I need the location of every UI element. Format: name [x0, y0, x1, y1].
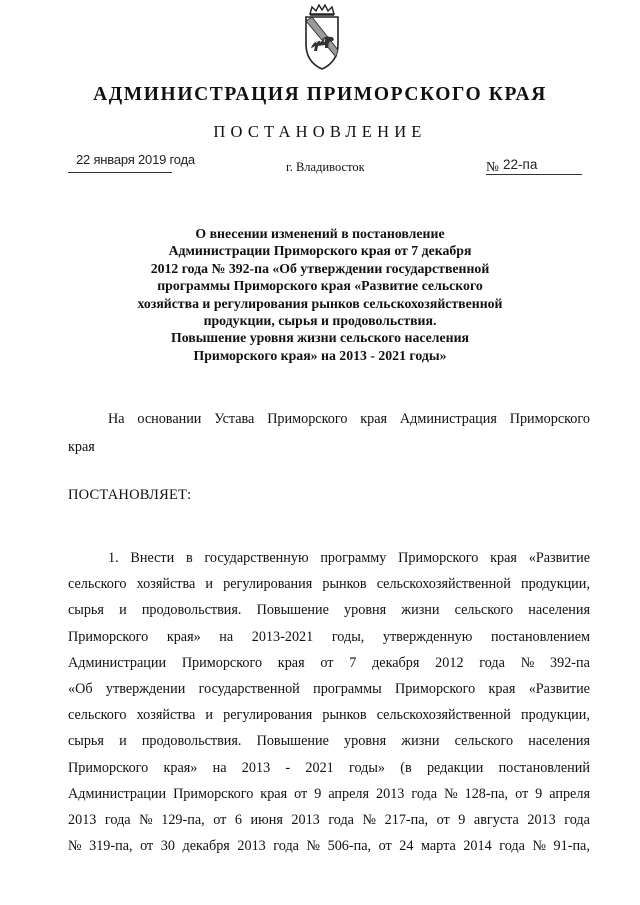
- word: -: [285, 759, 291, 776]
- document-type: ПОСТАНОВЛЕНИЕ: [213, 122, 427, 141]
- paragraph-1: [68, 545, 590, 859]
- subject-line: Администрации Приморского края от 7 декабря: [168, 243, 472, 259]
- coat-of-arms-icon: [294, 4, 350, 72]
- word: Приморского: [509, 411, 590, 427]
- word: №: [444, 785, 458, 802]
- word: программу: [320, 550, 387, 566]
- word: (в: [400, 759, 412, 776]
- word: 2014: [463, 838, 492, 855]
- word: Приморского: [398, 550, 479, 566]
- word: №: [520, 654, 535, 671]
- word: 129-па,: [161, 812, 205, 829]
- word: на: [212, 759, 227, 776]
- word: 2013: [527, 812, 556, 829]
- word: года: [328, 812, 354, 829]
- word: июня: [250, 812, 283, 829]
- word: постановлений: [498, 759, 590, 776]
- word: и: [205, 707, 214, 724]
- paragraph-line: [68, 545, 590, 571]
- word: края: [360, 411, 388, 427]
- word: Администрация: [399, 411, 497, 427]
- paragraph-line: [68, 650, 590, 676]
- word: №: [362, 812, 377, 829]
- word: постановлением: [490, 628, 590, 645]
- word: 2013: [68, 812, 97, 829]
- word: 2021: [305, 759, 334, 776]
- word: 128-па,: [464, 785, 509, 802]
- word: Приморского: [173, 785, 254, 802]
- word: и: [119, 602, 127, 619]
- word: от: [320, 654, 334, 671]
- word: декабря: [372, 654, 420, 671]
- word: августа: [473, 812, 519, 829]
- paragraph-line: [68, 702, 590, 728]
- word: года: [479, 654, 505, 671]
- number-field: [486, 156, 582, 175]
- subject-line: программы Приморского края «Развитие сельского: [157, 278, 483, 294]
- word: населения: [528, 733, 590, 750]
- paragraph-line: [68, 571, 590, 597]
- subject-line: О внесении изменений в постановление: [195, 226, 445, 241]
- document-subject: [60, 225, 580, 364]
- word: на: [219, 628, 234, 645]
- word: Приморского: [267, 411, 348, 427]
- word: №: [68, 838, 82, 855]
- word: от: [213, 812, 227, 829]
- word: 2013-2021: [251, 628, 314, 645]
- word: продукции,: [521, 576, 590, 593]
- paragraph-line: [68, 597, 590, 623]
- word: апреля: [328, 785, 370, 802]
- word: года: [499, 838, 525, 855]
- document-date: 22 января 2019 года: [76, 152, 195, 167]
- word: программы: [313, 681, 382, 698]
- word: редакции: [426, 759, 484, 776]
- word: декабря: [182, 838, 230, 855]
- word: края»: [166, 628, 201, 645]
- word: 91-па,: [553, 838, 590, 855]
- word: 2013: [291, 812, 320, 829]
- word: года: [104, 812, 131, 829]
- word: года: [411, 785, 438, 802]
- word: 2013: [376, 785, 405, 802]
- word: от: [140, 838, 154, 855]
- paragraph-line: [68, 755, 590, 781]
- word: Приморского: [394, 681, 476, 698]
- word: №: [306, 838, 321, 855]
- word: продовольствия.: [141, 602, 242, 619]
- word: Администрации: [68, 785, 167, 802]
- word: сельского: [68, 707, 127, 724]
- word: жизни: [401, 602, 440, 619]
- word: продукции,: [521, 707, 590, 724]
- word: «Развитие: [528, 550, 590, 566]
- word: государственной: [198, 681, 300, 698]
- paragraph-line: [68, 624, 590, 650]
- word: хозяйства: [136, 576, 196, 593]
- word: рынков: [322, 576, 367, 593]
- word: от: [515, 785, 529, 802]
- word: в: [185, 550, 193, 566]
- word: 2012: [435, 654, 464, 671]
- word: жизни: [401, 733, 440, 750]
- word: апреля: [549, 785, 590, 802]
- word: 319-па,: [89, 838, 133, 855]
- word: основании: [137, 411, 202, 427]
- paragraph-line: [68, 833, 590, 859]
- word: «Развитие: [528, 681, 590, 698]
- paragraph-line: [68, 781, 590, 807]
- word: регулирования: [223, 576, 313, 593]
- word: марта: [421, 838, 456, 855]
- organization-title: АДМИНИСТРАЦИЯ ПРИМОРСКОГО КРАЯ: [93, 84, 547, 105]
- word: продовольствия.: [141, 733, 242, 750]
- word: 9: [535, 785, 543, 802]
- paragraph-line: [68, 807, 590, 833]
- word: годы»: [349, 759, 386, 776]
- decree-word: ПОСТАНОВЛЯЕТ:: [68, 487, 192, 503]
- word: сельского: [454, 733, 514, 750]
- word: от: [294, 785, 308, 802]
- word: края: [277, 654, 305, 671]
- word: Приморского: [181, 654, 263, 671]
- word: 392-па: [550, 654, 590, 671]
- word: от: [378, 838, 392, 855]
- word: №: [532, 838, 546, 855]
- word: и: [205, 576, 214, 593]
- word: сырья: [68, 602, 104, 619]
- word: №: [139, 812, 153, 829]
- paragraph-line: [68, 676, 590, 702]
- word: края»: [163, 759, 198, 776]
- word: утверждении: [105, 681, 186, 698]
- word: «Об: [68, 681, 93, 698]
- word: государственную: [204, 550, 309, 566]
- word: сельскохозяйственной: [376, 707, 511, 724]
- word: Администрации: [68, 654, 167, 671]
- word: и: [119, 733, 127, 750]
- word: от: [436, 812, 450, 829]
- word: хозяйства: [136, 707, 196, 724]
- word: края: [490, 550, 517, 566]
- word: 9: [458, 812, 466, 829]
- city-label: г. Владивосток: [286, 160, 365, 174]
- word: 2013: [237, 838, 266, 855]
- paragraph-line: [68, 728, 590, 754]
- word: края: [260, 785, 288, 802]
- legal-basis: [68, 405, 590, 461]
- word: 217-па,: [384, 812, 429, 829]
- word: Приморского: [68, 759, 149, 776]
- basis-line: [68, 405, 590, 433]
- word: утвержденную: [382, 628, 473, 645]
- word: уровня: [344, 602, 387, 619]
- subject-line: хозяйства и регулирования рынков сельскохозяйственной: [137, 295, 503, 311]
- word: 24: [399, 838, 414, 855]
- word: края: [488, 681, 516, 698]
- word: сельскохозяйственной: [376, 576, 511, 593]
- number-sign: №: [486, 159, 499, 174]
- word: Внести: [130, 550, 175, 566]
- word: Повышение: [256, 602, 329, 619]
- document-number: 22-па: [503, 157, 538, 172]
- word: 9: [314, 785, 322, 802]
- basis-line: края: [68, 439, 95, 455]
- word: уровня: [344, 733, 387, 750]
- word: регулирования: [223, 707, 313, 724]
- subject-line: продукции, сырья и продовольствия.: [203, 313, 437, 329]
- word: года: [273, 838, 299, 855]
- word: Приморского: [68, 628, 149, 645]
- word: сельского: [68, 576, 127, 593]
- subject-line: Приморского края» на 2013 - 2021 годы»: [193, 347, 447, 363]
- word: 30: [160, 838, 175, 855]
- word: сельского: [454, 602, 514, 619]
- word: рынков: [322, 707, 367, 724]
- subject-line: 2012 года № 392-па «Об утверждении государственной: [150, 260, 490, 276]
- date-field: [68, 152, 195, 173]
- word: 6: [234, 812, 242, 829]
- word: годы,: [331, 628, 365, 645]
- word: населения: [528, 602, 590, 619]
- word: 506-па,: [327, 838, 372, 855]
- word: 2013: [241, 759, 271, 776]
- word: 7: [349, 654, 357, 671]
- word: Повышение: [256, 733, 329, 750]
- word: сырья: [68, 733, 104, 750]
- word: На: [108, 411, 125, 427]
- subject-line: Повышение уровня жизни сельского населения: [170, 330, 470, 346]
- word: 1.: [108, 550, 119, 566]
- word: Устава: [214, 411, 255, 427]
- word: года: [564, 812, 590, 829]
